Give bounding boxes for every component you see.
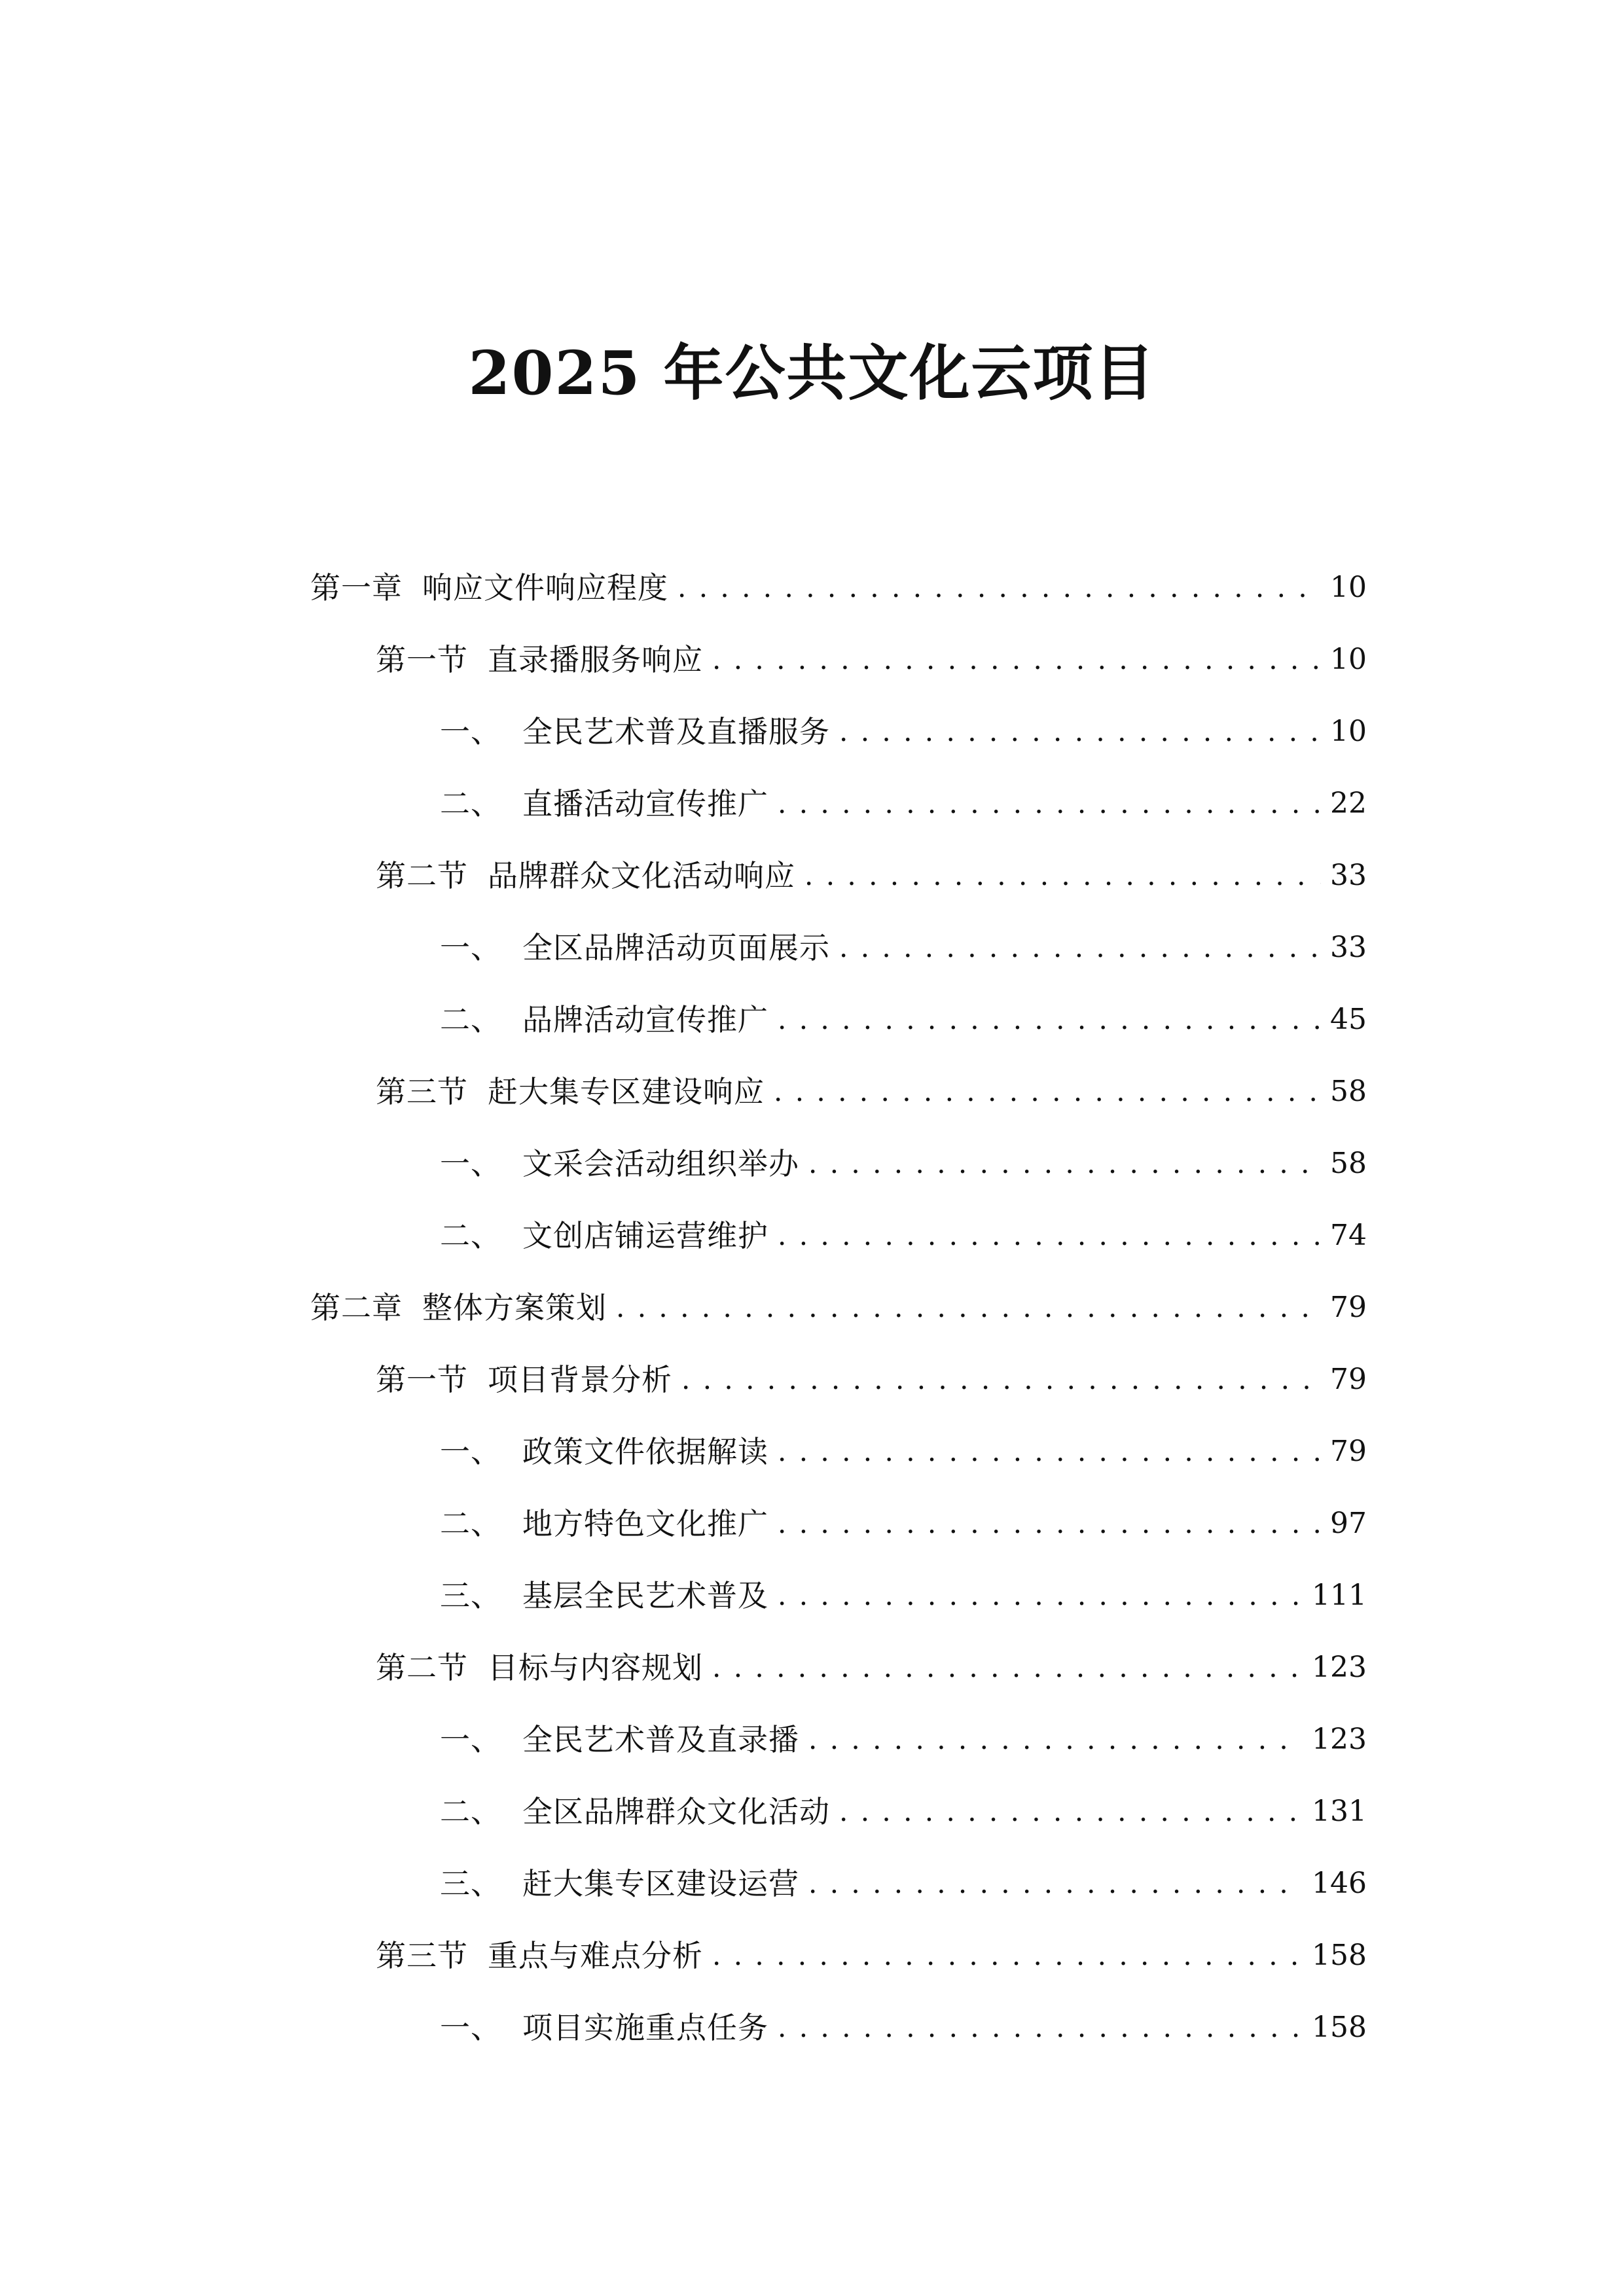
toc-entry-label	[376, 840, 795, 912]
toc-page-number: 146	[1312, 1867, 1367, 1900]
toc-dot-leader	[778, 1416, 1321, 1488]
toc-entry[interactable]	[440, 1560, 1367, 1632]
toc-page-number: 79	[1330, 1435, 1367, 1468]
toc-entry-prefix: 一、	[440, 930, 501, 965]
toc-entry-prefix: 第二节	[376, 1650, 468, 1685]
toc-entry-title: 直播活动宣传推广	[522, 786, 768, 821]
toc-entry[interactable]	[440, 1848, 1367, 1920]
toc-entry-label	[440, 696, 830, 768]
toc-dot-leader	[677, 552, 1321, 624]
toc-entry-prefix: 第二节	[376, 858, 468, 893]
toc-entry-title: 政策文件依据解读	[522, 1434, 768, 1469]
toc-entry[interactable]	[440, 1200, 1367, 1272]
toc-page-number: 33	[1330, 931, 1367, 964]
toc-dot-leader	[778, 768, 1321, 840]
toc-entry[interactable]	[376, 1344, 1367, 1416]
toc-entry-title: 响应文件响应程度	[422, 570, 668, 605]
toc-entry-title: 基层全民艺术普及	[522, 1578, 768, 1613]
toc-page-number: 45	[1330, 1003, 1367, 1036]
toc-entry[interactable]	[440, 696, 1367, 768]
toc-dot-leader	[778, 1200, 1321, 1272]
toc-entry-prefix: 第二章	[310, 1290, 403, 1325]
toc-page-number: 33	[1330, 859, 1367, 892]
toc-entry-prefix: 第一章	[310, 570, 403, 605]
toc-entry-title: 全区品牌群众文化活动	[522, 1794, 830, 1829]
toc-entry-prefix: 二、	[440, 1794, 501, 1829]
document-title: 2025 年公共文化云项目	[468, 338, 1156, 408]
toc-entry[interactable]	[440, 1992, 1367, 2064]
toc-entry-prefix: 一、	[440, 1146, 501, 1181]
toc-entry-title: 文采会活动组织举办	[522, 1146, 799, 1181]
toc-entry-prefix: 第一节	[376, 642, 468, 677]
toc-entry-prefix: 三、	[440, 1866, 501, 1901]
toc-entry-title: 全民艺术普及直播服务	[522, 714, 830, 749]
toc-page-number: 79	[1330, 1291, 1367, 1324]
toc-page-number: 58	[1330, 1075, 1367, 1108]
toc-entry-title: 品牌群众文化活动响应	[488, 858, 795, 893]
toc-entry[interactable]	[440, 1416, 1367, 1488]
toc-entry[interactable]	[440, 1704, 1367, 1776]
toc-entry-label	[440, 1704, 799, 1776]
toc-entry-title: 品牌活动宣传推广	[522, 1002, 768, 1037]
toc-entry[interactable]	[376, 1632, 1367, 1704]
toc-entry-title: 重点与难点分析	[488, 1938, 703, 1973]
toc-dot-leader	[778, 984, 1321, 1056]
toc-entry-prefix: 二、	[440, 1002, 501, 1037]
toc-page-number: 123	[1312, 1723, 1367, 1756]
toc-dot-leader	[681, 1344, 1321, 1416]
toc-entry-label	[376, 1632, 703, 1704]
toc-entry-prefix: 三、	[440, 1578, 501, 1613]
toc-entry-label	[376, 1920, 703, 1992]
toc-entry-label	[440, 984, 768, 1056]
toc-page-number: 97	[1330, 1507, 1367, 1540]
toc-dot-leader	[839, 1776, 1303, 1848]
toc-entry[interactable]	[376, 1920, 1367, 1992]
toc-page-number: 131	[1312, 1795, 1367, 1828]
toc-dot-leader	[712, 624, 1321, 696]
toc-entry-title: 目标与内容规划	[488, 1650, 703, 1685]
toc-dot-leader	[712, 1632, 1303, 1704]
toc-page-number: 111	[1312, 1579, 1367, 1612]
toc-entry-title: 整体方案策划	[422, 1290, 607, 1325]
toc-dot-leader	[839, 912, 1321, 984]
toc-entry[interactable]	[376, 840, 1367, 912]
toc-entry-label	[376, 1056, 765, 1128]
toc-entry[interactable]	[310, 1272, 1367, 1344]
toc-dot-leader	[804, 840, 1321, 912]
toc-entry-label	[376, 624, 703, 696]
toc-page-number: 10	[1330, 715, 1367, 748]
toc-entry-title: 全民艺术普及直录播	[522, 1722, 799, 1757]
toc-entry-prefix: 一、	[440, 1434, 501, 1469]
toc-entry-prefix: 一、	[440, 714, 501, 749]
toc-page-number: 79	[1330, 1363, 1367, 1396]
toc-entry-title: 赶大集专区建设运营	[522, 1866, 799, 1901]
toc-entry[interactable]	[440, 912, 1367, 984]
toc-entry[interactable]	[440, 984, 1367, 1056]
toc-entry-label	[440, 1560, 768, 1632]
toc-entry-label	[440, 768, 768, 840]
toc-entry-title: 地方特色文化推广	[522, 1506, 768, 1541]
toc-page-number: 158	[1312, 1939, 1367, 1972]
toc-dot-leader	[808, 1128, 1321, 1200]
toc-page-number: 10	[1330, 571, 1367, 604]
toc-entry-title: 项目背景分析	[488, 1362, 672, 1397]
toc-entry-prefix: 二、	[440, 1506, 501, 1541]
toc-entry-prefix: 第一节	[376, 1362, 468, 1397]
toc-entry[interactable]	[440, 1776, 1367, 1848]
toc-entry-title: 直录播服务响应	[488, 642, 703, 677]
toc-dot-leader	[839, 696, 1321, 768]
toc-entry-label	[440, 1488, 768, 1560]
toc-entry[interactable]	[440, 1128, 1367, 1200]
toc-entry-prefix: 一、	[440, 2010, 501, 2045]
toc-entry-label	[376, 1344, 672, 1416]
toc-entry-label	[440, 1128, 799, 1200]
toc-entry-prefix: 二、	[440, 1218, 501, 1253]
toc-entry-label	[310, 1272, 607, 1344]
toc-entry-prefix: 第三节	[376, 1074, 468, 1109]
toc-entry-label	[440, 912, 830, 984]
toc-entry[interactable]	[310, 552, 1367, 624]
toc-dot-leader	[778, 1560, 1303, 1632]
toc-dot-leader	[712, 1920, 1303, 1992]
toc-page-number: 10	[1330, 643, 1367, 676]
toc-dot-leader	[778, 1488, 1321, 1560]
toc-entry-label	[310, 552, 668, 624]
toc-entry-prefix: 第三节	[376, 1938, 468, 1973]
toc-entry-prefix: 一、	[440, 1722, 501, 1757]
toc-entry-title: 全区品牌活动页面展示	[522, 930, 830, 965]
toc-entry-label	[440, 1776, 830, 1848]
toc-entry[interactable]	[440, 768, 1367, 840]
toc-entry-label	[440, 1416, 768, 1488]
toc-page-number: 74	[1330, 1219, 1367, 1252]
toc-dot-leader	[616, 1272, 1321, 1344]
toc-page-number: 123	[1312, 1651, 1367, 1684]
toc-dot-leader	[778, 1992, 1303, 2064]
toc-page-number: 58	[1330, 1147, 1367, 1180]
toc-entry-prefix: 二、	[440, 786, 501, 821]
toc-entry-title: 项目实施重点任务	[522, 2010, 768, 2045]
toc-entry-label	[440, 1848, 799, 1920]
toc-entry-title: 赶大集专区建设响应	[488, 1074, 765, 1109]
toc-entry-label	[440, 1992, 768, 2064]
toc-dot-leader	[774, 1056, 1321, 1128]
toc-dot-leader	[808, 1704, 1303, 1776]
toc-entry[interactable]	[440, 1488, 1367, 1560]
toc-dot-leader	[808, 1848, 1303, 1920]
toc-page-number: 22	[1330, 787, 1367, 820]
toc-entry[interactable]	[376, 1056, 1367, 1128]
toc-page-number: 158	[1312, 2011, 1367, 2044]
toc-entry-title: 文创店铺运营维护	[522, 1218, 768, 1253]
toc-entry-label	[440, 1200, 768, 1272]
toc-entry[interactable]	[376, 624, 1367, 696]
